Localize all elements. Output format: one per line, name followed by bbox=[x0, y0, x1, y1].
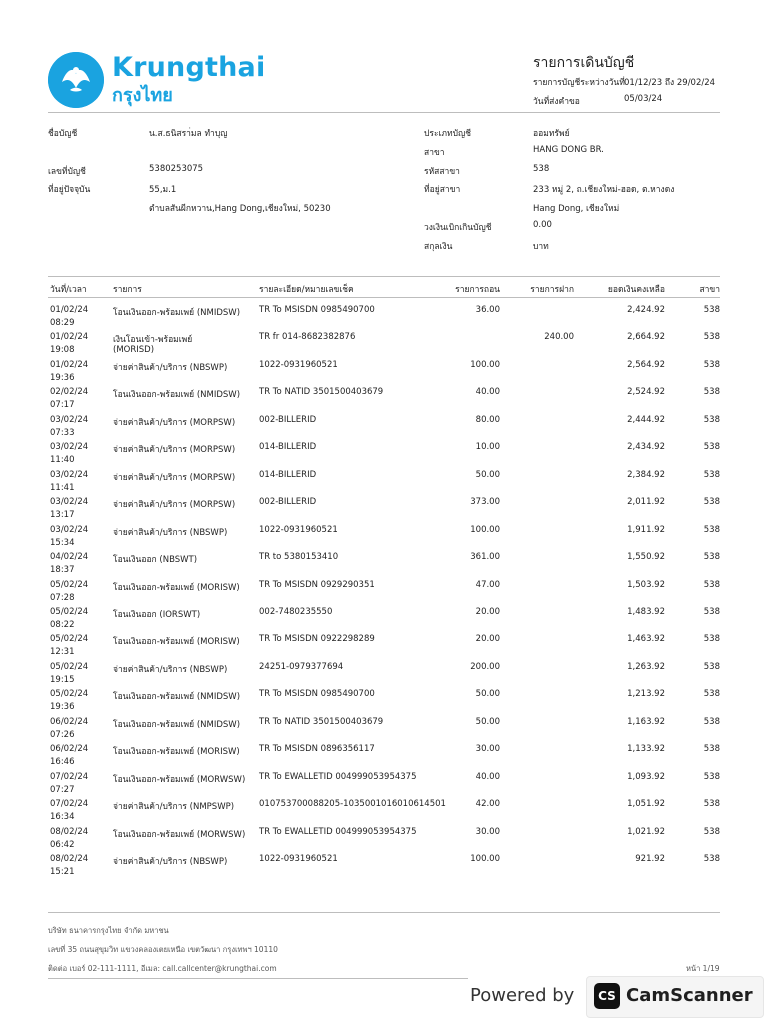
cell-withdraw: 20.00 bbox=[475, 634, 500, 644]
cell-detail: TR fr 014-8682382876 bbox=[259, 332, 356, 342]
cell-branch: 538 bbox=[703, 607, 720, 617]
cell-balance: 2,434.92 bbox=[627, 442, 665, 452]
cell-time: 15:34 bbox=[50, 538, 75, 548]
cell-branch: 538 bbox=[703, 854, 720, 864]
cell-time: 19:08 bbox=[50, 345, 75, 355]
period-label: รายการบัญชีระหว่างวันที่ bbox=[533, 78, 625, 88]
cell-time: 19:36 bbox=[50, 702, 75, 712]
period-value: 01/12/23 ถึง 29/02/24 bbox=[624, 78, 716, 88]
request-date-value: 05/03/24 bbox=[624, 94, 663, 104]
header-branch: สาขา bbox=[699, 285, 720, 295]
cell-detail: 1022-0931960521 bbox=[259, 360, 338, 370]
cell-branch: 538 bbox=[703, 580, 720, 590]
account-name-value: น.ส.ธนิสรา่มล ทำบุญ bbox=[149, 129, 228, 139]
branch-code-label: รหัสสาขา bbox=[424, 167, 460, 177]
cell-date: 08/02/24 bbox=[50, 854, 89, 864]
cell-date: 06/02/24 bbox=[50, 744, 89, 754]
cell-withdraw: 30.00 bbox=[475, 744, 500, 754]
cell-balance: 2,011.92 bbox=[627, 497, 665, 507]
cell-date: 03/02/24 bbox=[50, 497, 89, 507]
cell-detail: TR To NATID 3501500403679 bbox=[259, 717, 384, 727]
cell-date: 02/02/24 bbox=[50, 387, 89, 397]
camscanner-logo-icon: CS bbox=[594, 983, 620, 1009]
cell-balance: 1,051.92 bbox=[627, 799, 665, 809]
overdraft-label: วงเงินเบิกเกินบัญชี bbox=[424, 223, 492, 233]
cell-branch: 538 bbox=[703, 387, 720, 397]
cell-balance: 2,664.92 bbox=[627, 332, 665, 342]
cell-description: โอนเงินออก (IORSWT) bbox=[113, 610, 201, 620]
cell-description: โอนเงินออก (NBSWT) bbox=[113, 555, 198, 565]
cell-withdraw: 50.00 bbox=[475, 470, 500, 480]
header-deposit: รายการฝาก bbox=[530, 285, 574, 295]
cell-detail: 002-7480235550 bbox=[259, 607, 333, 617]
footer-address: เลขที่ 35 ถนนสุขุมวิท แขวงคลองเตยเหนือ เขตวัฒนา กรุงเทพฯ 10110 bbox=[48, 945, 278, 954]
cell-withdraw: 80.00 bbox=[475, 415, 500, 425]
cell-time: 12:31 bbox=[50, 647, 75, 657]
cell-time: 08:22 bbox=[50, 620, 75, 630]
cell-branch: 538 bbox=[703, 799, 720, 809]
cell-withdraw: 100.00 bbox=[470, 360, 500, 370]
cell-withdraw: 200.00 bbox=[470, 662, 500, 672]
cell-detail: TR To MSISDN 0985490700 bbox=[259, 689, 375, 699]
cell-description: โอนเงินออก-พร้อมเพย์ (NMIDSW) bbox=[113, 720, 241, 730]
cell-branch: 538 bbox=[703, 634, 720, 644]
branch-value: HANG DONG BR. bbox=[533, 145, 604, 155]
cell-withdraw: 40.00 bbox=[475, 772, 500, 782]
footer-bottom-divider bbox=[48, 978, 468, 979]
camscanner-text: CamScanner bbox=[626, 985, 753, 1006]
cell-detail: 010753700088205-1035001016010614501 bbox=[259, 799, 446, 809]
cell-date: 01/02/24 bbox=[50, 332, 89, 342]
address-line1: 55,ม.1 bbox=[149, 185, 177, 195]
cell-time: 18:37 bbox=[50, 565, 75, 575]
cell-detail: TR To MSISDN 0985490700 bbox=[259, 305, 375, 315]
cell-detail: TR To MSISDN 0929290351 bbox=[259, 580, 375, 590]
cell-withdraw: 100.00 bbox=[470, 525, 500, 535]
branch-address-line1: 233 หมู่ 2, ถ.เชียงใหม่-ฮอด, ต.หางดง bbox=[533, 185, 675, 195]
account-number-label: เลขที่บัญชี bbox=[48, 167, 86, 177]
cell-branch: 538 bbox=[703, 442, 720, 452]
header-balance: ยอดเงินคงเหลือ bbox=[607, 285, 665, 295]
cell-date: 08/02/24 bbox=[50, 827, 89, 837]
cell-description: โอนเงินออก-พร้อมเพย์ (MORISW) bbox=[113, 747, 240, 757]
cell-description: โอนเงินออก-พร้อมเพย์ (MORWSW) bbox=[113, 830, 246, 840]
cell-withdraw: 30.00 bbox=[475, 827, 500, 837]
cell-balance: 1,163.92 bbox=[627, 717, 665, 727]
cell-withdraw: 100.00 bbox=[470, 854, 500, 864]
cell-detail: TR To EWALLETID 004999053954375 bbox=[259, 827, 417, 837]
account-number-value: 5380253075 bbox=[149, 164, 204, 174]
cell-branch: 538 bbox=[703, 717, 720, 727]
cell-detail: 24251-0979377694 bbox=[259, 662, 344, 672]
cell-balance: 1,911.92 bbox=[627, 525, 665, 535]
cell-time: 15:21 bbox=[50, 867, 75, 877]
cell-detail: 002-BILLERID bbox=[259, 415, 317, 425]
cell-date: 04/02/24 bbox=[50, 552, 89, 562]
cell-time: 07:26 bbox=[50, 730, 75, 740]
footer-company: บริษัท ธนาคารกรุงไทย จำกัด มหาชน bbox=[48, 926, 169, 935]
cell-date: 03/02/24 bbox=[50, 470, 89, 480]
cell-balance: 1,550.92 bbox=[627, 552, 665, 562]
cell-balance: 1,263.92 bbox=[627, 662, 665, 672]
cell-balance: 2,424.92 bbox=[627, 305, 665, 315]
cell-branch: 538 bbox=[703, 360, 720, 370]
header-description: รายการ bbox=[113, 285, 142, 295]
branch-label: สาขา bbox=[424, 148, 445, 158]
powered-by-text: Powered by bbox=[470, 985, 575, 1006]
cell-balance: 1,503.92 bbox=[627, 580, 665, 590]
branch-code-value: 538 bbox=[533, 164, 550, 174]
cell-balance: 2,444.92 bbox=[627, 415, 665, 425]
cell-branch: 538 bbox=[703, 772, 720, 782]
cell-detail: 1022-0931960521 bbox=[259, 525, 338, 535]
cell-balance: 2,564.92 bbox=[627, 360, 665, 370]
cell-date: 03/02/24 bbox=[50, 415, 89, 425]
cell-balance: 2,384.92 bbox=[627, 470, 665, 480]
cell-branch: 538 bbox=[703, 497, 720, 507]
address-label: ที่อยู่ปัจจุบัน bbox=[48, 185, 91, 195]
cell-time: 06:42 bbox=[50, 840, 75, 850]
overdraft-value: 0.00 bbox=[533, 220, 552, 230]
cell-date: 07/02/24 bbox=[50, 799, 89, 809]
cell-description: โอนเงินออก-พร้อมเพย์ (MORISW) bbox=[113, 637, 240, 647]
cell-date: 06/02/24 bbox=[50, 717, 89, 727]
cell-description: จ่ายค่าสินค้า/บริการ (NMPSWP) bbox=[113, 802, 235, 812]
cell-detail: 014-BILLERID bbox=[259, 442, 317, 452]
cell-withdraw: 20.00 bbox=[475, 607, 500, 617]
cell-balance: 1,133.92 bbox=[627, 744, 665, 754]
cell-withdraw: 10.00 bbox=[475, 442, 500, 452]
cell-branch: 538 bbox=[703, 525, 720, 535]
cell-date: 03/02/24 bbox=[50, 525, 89, 535]
cell-withdraw: 361.00 bbox=[470, 552, 500, 562]
cell-description: จ่ายค่าสินค้า/บริการ (MORPSW) bbox=[113, 445, 236, 455]
cell-date: 01/02/24 bbox=[50, 305, 89, 315]
krungthai-logo-icon bbox=[48, 52, 104, 108]
cell-time: 11:40 bbox=[50, 455, 75, 465]
cell-branch: 538 bbox=[703, 470, 720, 480]
cell-date: 05/02/24 bbox=[50, 689, 89, 699]
document-title: รายการเดินบัญชี bbox=[533, 55, 635, 71]
account-type-value: ออมทรัพย์ bbox=[533, 129, 570, 139]
header-divider bbox=[48, 112, 720, 113]
brand-name-th: กรุงไทย bbox=[112, 85, 173, 106]
cell-balance: 2,524.92 bbox=[627, 387, 665, 397]
address-line2: ตำบลสันผีกหวาน,Hang Dong,เชียงใหม่, 50230 bbox=[149, 204, 331, 214]
branch-address-label: ที่อยู่สาขา bbox=[424, 185, 461, 195]
cell-detail: TR To NATID 3501500403679 bbox=[259, 387, 384, 397]
cell-balance: 921.92 bbox=[635, 854, 665, 864]
cell-time: 19:15 bbox=[50, 675, 75, 685]
cell-branch: 538 bbox=[703, 305, 720, 315]
brand-name-en: Krungthai bbox=[112, 52, 266, 83]
cell-time: 16:46 bbox=[50, 757, 75, 767]
currency-value: บาท bbox=[533, 242, 549, 252]
cell-branch: 538 bbox=[703, 744, 720, 754]
cell-withdraw: 40.00 bbox=[475, 387, 500, 397]
cell-balance: 1,021.92 bbox=[627, 827, 665, 837]
table-top-divider bbox=[48, 276, 720, 277]
cell-date: 01/02/24 bbox=[50, 360, 89, 370]
cell-withdraw: 42.00 bbox=[475, 799, 500, 809]
cell-description: จ่ายค่าสินค้า/บริการ (NBSWP) bbox=[113, 857, 228, 867]
cell-balance: 1,483.92 bbox=[627, 607, 665, 617]
cell-description-line2: (MORISD) bbox=[113, 345, 155, 355]
cell-detail: 1022-0931960521 bbox=[259, 854, 338, 864]
cell-description: โอนเงินออก-พร้อมเพย์ (NMIDSW) bbox=[113, 692, 241, 702]
cell-date: 05/02/24 bbox=[50, 634, 89, 644]
cell-branch: 538 bbox=[703, 552, 720, 562]
cell-deposit: 240.00 bbox=[544, 332, 574, 342]
cell-description: จ่ายค่าสินค้า/บริการ (NBSWP) bbox=[113, 528, 228, 538]
cell-detail: 002-BILLERID bbox=[259, 497, 317, 507]
branch-address-line2: Hang Dong, เชียงใหม่ bbox=[533, 204, 620, 214]
currency-label: สกุลเงิน bbox=[424, 242, 453, 252]
table-header-divider bbox=[48, 297, 720, 298]
cell-time: 08:29 bbox=[50, 318, 75, 328]
request-date-label: วันที่ส่งคำขอ bbox=[533, 97, 580, 107]
cell-detail: 014-BILLERID bbox=[259, 470, 317, 480]
cell-time: 07:28 bbox=[50, 593, 75, 603]
cell-date: 05/02/24 bbox=[50, 607, 89, 617]
footer-divider bbox=[48, 912, 720, 913]
footer-contact: ติดต่อ เบอร์ 02-111-1111, อีเมล: call.callcenter@krungthai.com bbox=[48, 964, 277, 973]
cell-branch: 538 bbox=[703, 332, 720, 342]
cell-branch: 538 bbox=[703, 662, 720, 672]
cell-time: 13:17 bbox=[50, 510, 75, 520]
cell-detail: TR to 5380153410 bbox=[259, 552, 339, 562]
cell-branch: 538 bbox=[703, 689, 720, 699]
cell-withdraw: 50.00 bbox=[475, 717, 500, 727]
cell-date: 05/02/24 bbox=[50, 662, 89, 672]
page-number: หน้า 1/19 bbox=[686, 964, 720, 973]
cell-description: โอนเงินออก-พร้อมเพย์ (MORISW) bbox=[113, 583, 240, 593]
cell-date: 05/02/24 bbox=[50, 580, 89, 590]
cell-time: 07:17 bbox=[50, 400, 75, 410]
cell-withdraw: 36.00 bbox=[475, 305, 500, 315]
header-detail: รายละเอียด/หมายเลขเช็ค bbox=[259, 285, 354, 295]
cell-description: โอนเงินออก-พร้อมเพย์ (NMIDSW) bbox=[113, 390, 241, 400]
cell-balance: 1,463.92 bbox=[627, 634, 665, 644]
cell-branch: 538 bbox=[703, 827, 720, 837]
account-type-label: ประเภทบัญชี bbox=[424, 129, 472, 139]
cell-balance: 1,093.92 bbox=[627, 772, 665, 782]
cell-description: โอนเงินออก-พร้อมเพย์ (MORWSW) bbox=[113, 775, 246, 785]
header-datetime: วันที่/เวลา bbox=[50, 285, 87, 295]
cell-withdraw: 50.00 bbox=[475, 689, 500, 699]
cell-detail: TR To MSISDN 0896356117 bbox=[259, 744, 375, 754]
cell-date: 07/02/24 bbox=[50, 772, 89, 782]
cell-detail: TR To MSISDN 0922298289 bbox=[259, 634, 375, 644]
cell-description: จ่ายค่าสินค้า/บริการ (MORPSW) bbox=[113, 500, 236, 510]
cell-description: โอนเงินออก-พร้อมเพย์ (NMIDSW) bbox=[113, 308, 241, 318]
cell-branch: 538 bbox=[703, 415, 720, 425]
cell-description: เงินโอนเข้า-พร้อมเพย์ bbox=[113, 335, 193, 345]
cell-withdraw: 373.00 bbox=[470, 497, 500, 507]
cell-time: 07:27 bbox=[50, 785, 75, 795]
cell-withdraw: 47.00 bbox=[475, 580, 500, 590]
cell-description: จ่ายค่าสินค้า/บริการ (MORPSW) bbox=[113, 473, 236, 483]
cell-balance: 1,213.92 bbox=[627, 689, 665, 699]
cell-time: 16:34 bbox=[50, 812, 75, 822]
cell-detail: TR To EWALLETID 004999053954375 bbox=[259, 772, 417, 782]
cell-description: จ่ายค่าสินค้า/บริการ (MORPSW) bbox=[113, 418, 236, 428]
cell-date: 03/02/24 bbox=[50, 442, 89, 452]
cell-description: จ่ายค่าสินค้า/บริการ (NBSWP) bbox=[113, 363, 228, 373]
cell-time: 11:41 bbox=[50, 483, 75, 493]
cell-description: จ่ายค่าสินค้า/บริการ (NBSWP) bbox=[113, 665, 228, 675]
account-name-label: ชื่อบัญชี bbox=[48, 129, 78, 139]
cell-time: 07:33 bbox=[50, 428, 75, 438]
header-withdraw: รายการถอน bbox=[455, 285, 500, 295]
cell-time: 19:36 bbox=[50, 373, 75, 383]
